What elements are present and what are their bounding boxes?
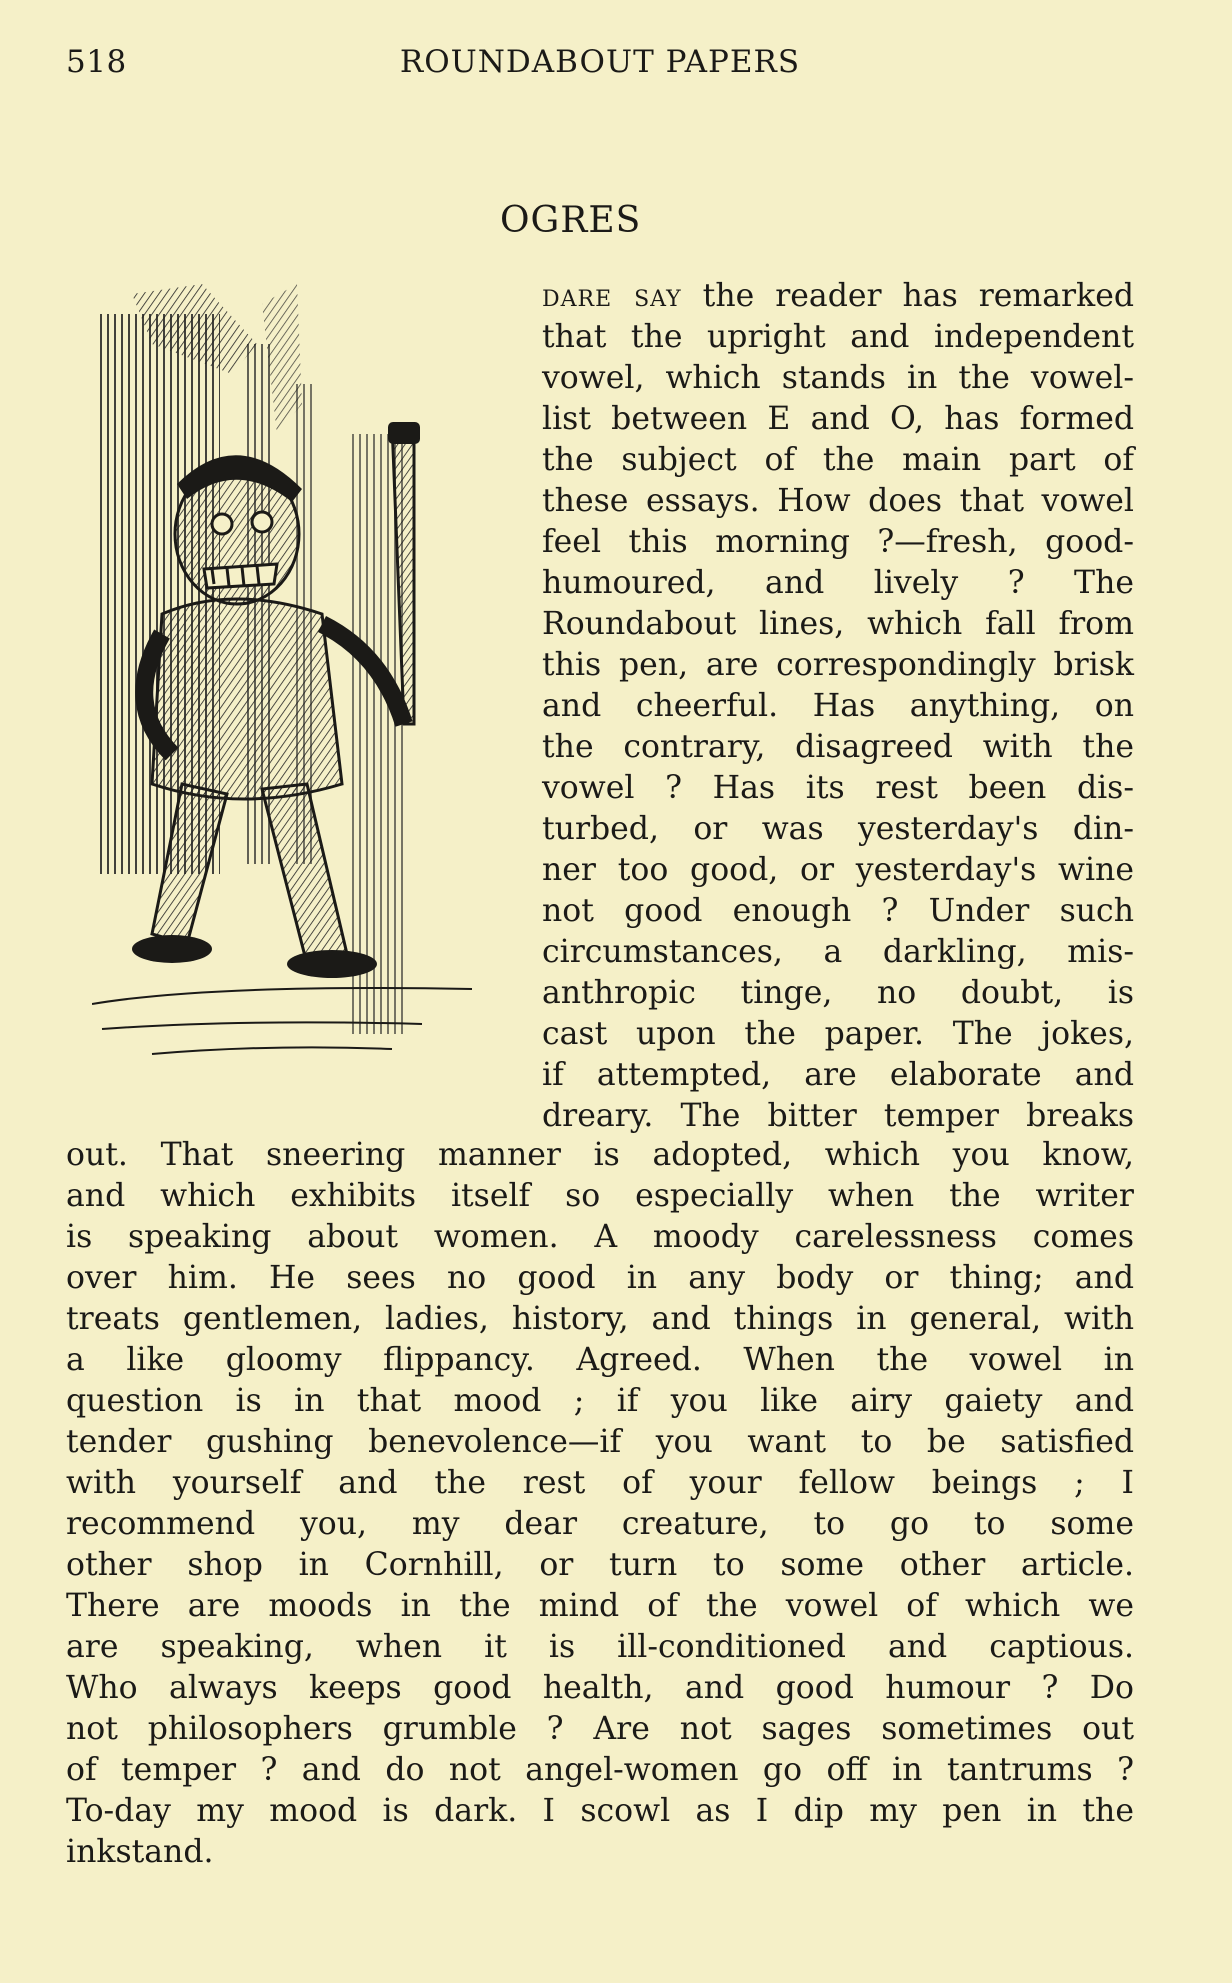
text-line: with yourself and the rest of your fellow beings ; I [66, 1465, 1134, 1501]
text-line: if attempted, are elaborate and [542, 1057, 1134, 1093]
full-width-paragraph [66, 1135, 1134, 1873]
text-line: not good enough ? Under such [542, 893, 1134, 929]
text-line: humoured, and lively ? The [542, 565, 1134, 601]
text-line: question is in that mood ; if you like airy gaiety and [66, 1383, 1134, 1419]
page-header [66, 44, 1134, 84]
text-line: are speaking, when it is ill-conditioned and captious. [66, 1629, 1134, 1665]
text-line: tender gushing benevolence—if you want to be satisfied [66, 1424, 1134, 1460]
text-line: vowel, which stands in the vowel- [542, 360, 1134, 396]
text-line: dare say the reader has remarked [542, 278, 1134, 314]
text-line: turbed, or was yesterday's din- [542, 811, 1134, 847]
text-line: dreary. The bitter temper breaks [542, 1098, 1134, 1134]
text-line: To-day my mood is dark. I scowl as I dip my pen in the [66, 1793, 1134, 1829]
chapter-title: OGRES [500, 200, 642, 241]
text-line: over him. He sees no good in any body or thing; and [66, 1260, 1134, 1296]
text-line: cast upon the paper. The jokes, [542, 1016, 1134, 1052]
text-line: recommend you, my dear creature, to go to some [66, 1506, 1134, 1542]
running-title: ROUNDABOUT PAPERS [399, 44, 801, 80]
text-line: other shop in Cornhill, or turn to some other article. [66, 1547, 1134, 1583]
ogre-with-club-illustration [92, 284, 487, 1094]
text-line: and which exhibits itself so especially when the writer [66, 1178, 1134, 1214]
text-line: not philosophers grumble ? Are not sages sometimes out [66, 1711, 1134, 1747]
text-line: list between E and O, has formed [542, 401, 1134, 437]
text-line: out. That sneering manner is adopted, which you know, [66, 1137, 1134, 1173]
text-line: vowel ? Has its rest been dis- [542, 770, 1134, 806]
page-number: 518 [66, 44, 127, 80]
text-line: anthropic tinge, no doubt, is [542, 975, 1134, 1011]
wrapped-paragraph [542, 276, 1134, 1137]
text-line: a like gloomy flippancy. Agreed. When the vowel in [66, 1342, 1134, 1378]
text-line: of temper ? and do not angel-women go off in tantrums ? [66, 1752, 1134, 1788]
text-line: is speaking about women. A moody carelessness comes [66, 1219, 1134, 1255]
lead-in-words: dare say [542, 278, 682, 314]
text-line: Roundabout lines, which fall from [542, 606, 1134, 642]
text-line: There are moods in the mind of the vowel of which we [66, 1588, 1134, 1624]
text-line: ner too good, or yesterday's wine [542, 852, 1134, 888]
text-line: these essays. How does that vowel [542, 483, 1134, 519]
text-line: treats gentlemen, ladies, history, and things in general, with [66, 1301, 1134, 1337]
text-line: the contrary, disagreed with the [542, 729, 1134, 765]
text-line: and cheerful. Has anything, on [542, 688, 1134, 724]
text-line: feel this morning ?—fresh, good- [542, 524, 1134, 560]
text-line: this pen, are correspondingly brisk [542, 647, 1134, 683]
text-line: that the upright and independent [542, 319, 1134, 355]
text-line: Who always keeps good health, and good humour ? Do [66, 1670, 1134, 1706]
text-line: circumstances, a darkling, mis- [542, 934, 1134, 970]
text-line: inkstand. [66, 1834, 214, 1870]
text-line: the subject of the main part of [542, 442, 1134, 478]
